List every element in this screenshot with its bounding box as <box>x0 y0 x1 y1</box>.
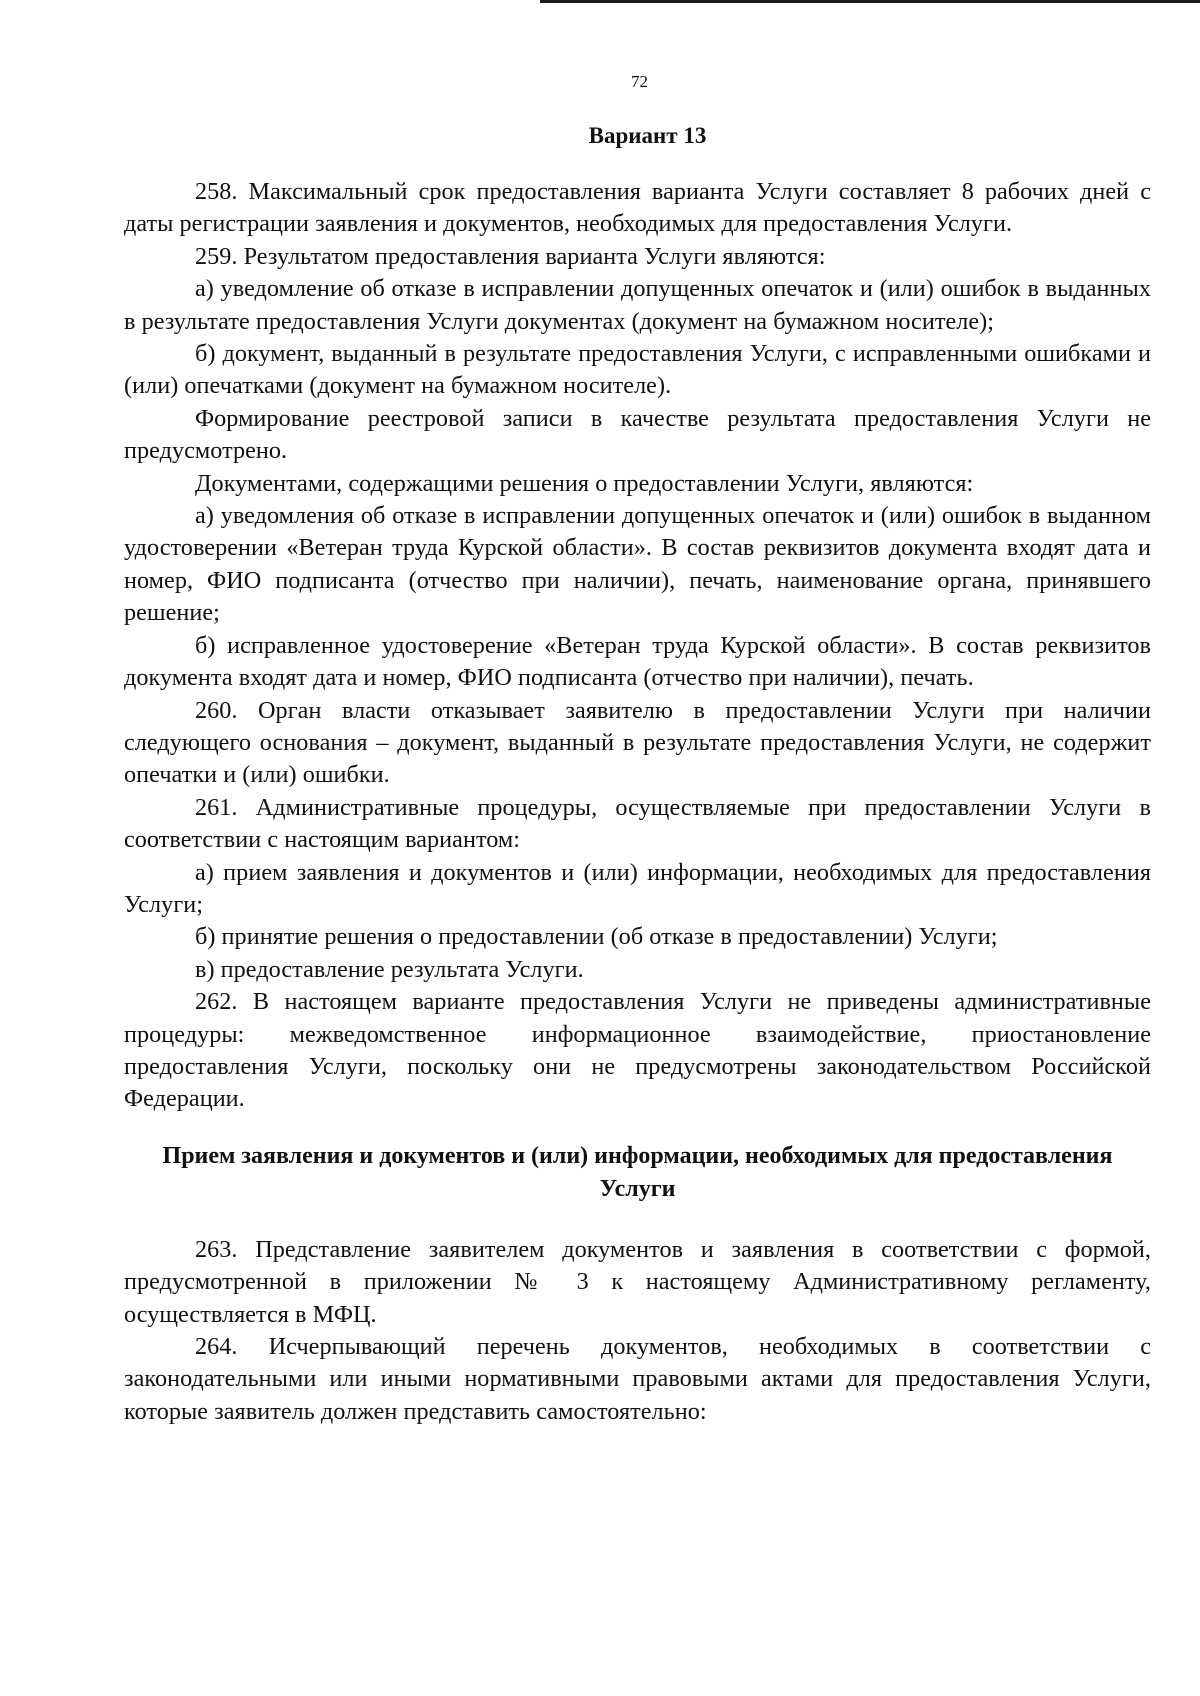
paragraph-decision-documents-a: а) уведомления об отказе в исправлении допущенных опечаток и (или) ошибок в выданном удостоверении «Ветеран труда Курской области». В состав реквизитов документа входят дата и номер, ФИО подписанта (отчество при наличии), печать, наименование органа, принявшего решение; <box>124 502 1151 627</box>
variant-title: Вариант 13 <box>588 123 707 148</box>
section-heading: Прием заявления и документов и (или) информации, необходимых для предоставления Услуги <box>162 1142 1113 1202</box>
paragraph-261-c: в) предоставление результата Услуги. <box>195 955 584 983</box>
body-part-2 <box>124 1234 1151 1428</box>
paragraph-261-b: б) принятие решения о предоставлении (об отказе в предоставлении) Услуги; <box>195 923 998 951</box>
top-border-line <box>540 0 1200 3</box>
paragraph-decision-documents-b: б) исправленное удостоверение «Ветеран труда Курской области». В состав реквизитов документа входят дата и номер, ФИО подписанта (отчество при наличии), печать. <box>124 631 1151 692</box>
paragraph-262: 262. В настоящем варианте предоставления Услуги не приведены административные процедуры: межведомственное информационное взаимодействие, приостановление предоставления Услуги, поскольку они не предусмотрены законодательством Российской Федерации. <box>124 988 1151 1113</box>
paragraph-258: 258. Максимальный срок предоставления варианта Услуги составляет 8 рабочих дней с даты регистрации заявления и документов, необходимых для предоставления Услуги. <box>124 178 1151 238</box>
body-part-1 <box>124 176 1151 1116</box>
paragraph-260: 260. Орган власти отказывает заявителю в предоставлении Услуги при наличии следующего основания – документ, выданный в результате предоставления Услуги, не содержит опечатки и (или) ошибки. <box>124 696 1151 789</box>
document-page <box>124 72 1151 1428</box>
paragraph-259-a: а) уведомление об отказе в исправлении допущенных опечаток и (или) ошибок в выданных в результате предоставления Услуги документах (документ на бумажном носителе); <box>124 275 1151 335</box>
paragraph-259: 259. Результатом предоставления варианта Услуги являются: <box>195 242 826 270</box>
paragraph-263: 263. Представление заявителем документов и заявления в соответствии с формой, предусмотренной в приложении № 3 к настоящему Административному регламенту, осуществляется в МФЦ. <box>124 1235 1151 1328</box>
paragraph-decision-documents: Документами, содержащими решения о предоставлении Услуги, являются: <box>195 469 974 497</box>
paragraph-261-a: а) прием заявления и документов и (или) информации, необходимых для предоставления Услуги; <box>124 858 1151 918</box>
paragraph-261: 261. Административные процедуры, осуществляемые при предоставлении Услуги в соответствии с настоящим вариантом: <box>124 793 1151 854</box>
paragraph-264: 264. Исчерпывающий перечень документов, необходимых в соответствии с законодательными или иными нормативными правовыми актами для предоставления Услуги, которые заявитель должен представить самостоятельно: <box>124 1333 1151 1425</box>
paragraph-registry-record: Формирование реестровой записи в качестве результата предоставления Услуги не предусмотрено. <box>124 404 1151 465</box>
page-number: 72 <box>631 72 648 91</box>
paragraph-259-b: б) документ, выданный в результате предоставления Услуги, с исправленными ошибками и (или) опечатками (документ на бумажном носителе). <box>124 340 1151 400</box>
